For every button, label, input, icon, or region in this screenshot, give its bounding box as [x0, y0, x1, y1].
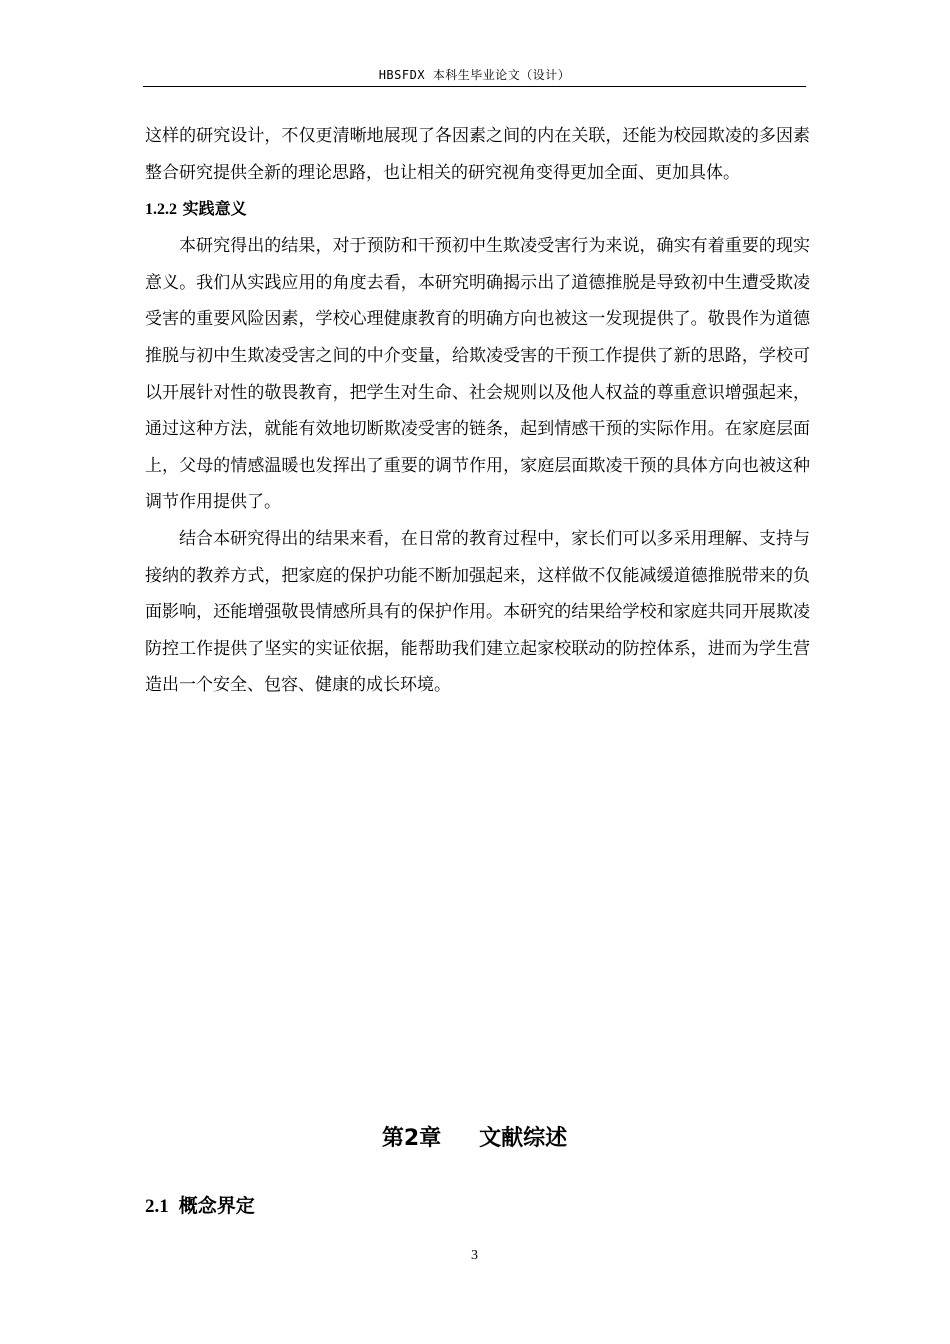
paragraph-2: 本研究得出的结果，对于预防和干预初中生欺凌受害行为来说，确实有着重要的现实意义。我们从实践应用的角度去看，本研究明确揭示出了道德推脱是导致初中生遭受欺凌受害的重要风险因素，学校心理健康教育的明确方向也被这一发现提供了。敬畏作为道德推脱与初中生欺凌受害之间的中介变量，给欺凌受害的干预工作提供了新的思路，学校可以开展针对性的敬畏教育，把学生对生命、社会规则以及他人权益的尊重意识增强起来，通过这种方法，就能有效地切断欺凌受害的链条，起到情感干预的实际作用。在家庭层面上，父母的情感温暖也发挥出了重要的调节作用，家庭层面欺凌干预的具体方向也被这种调节作用提供了。: [145, 236, 810, 513]
header-rule: [143, 86, 806, 87]
subsection-title: 实践意义: [182, 199, 247, 219]
page-body: [145, 118, 810, 704]
section-heading: [145, 1190, 255, 1223]
paragraph-3: 结合本研究得出的结果来看，在日常的教育过程中，家长们可以多采用理解、支持与接纳的教养方式，把家庭的保护功能不断加强起来，这样做不仅能减缓道德推脱带来的负面影响，还能增强敬畏情感所具有的保护作用。本研究的结果给学校和家庭共同开展欺凌防控工作提供了坚实的实证依据，能帮助我们建立起家校联动的防控体系，进而为学生营造出一个安全、包容、健康的成长环境。: [145, 528, 810, 696]
paragraph-1: 这样的研究设计，不仅更清晰地展现了各因素之间的内在关联，还能为校园欺凌的多因素整合研究提供全新的理论思路，也让相关的研究视角变得更加全面、更加具体。: [145, 126, 810, 183]
subsection-number: 1.2.2: [145, 201, 177, 219]
chapter-label: 第2章: [381, 1125, 442, 1151]
section-title: 概念界定: [178, 1194, 255, 1217]
subsection-heading: [145, 191, 810, 228]
chapter-heading: [143, 1121, 806, 1157]
section-number: 2.1: [145, 1195, 169, 1217]
page-number: 3: [471, 1248, 478, 1263]
running-header: HBSFDX 本科生毕业论文（设计）: [378, 68, 571, 82]
chapter-title: 文献综述: [479, 1125, 568, 1151]
